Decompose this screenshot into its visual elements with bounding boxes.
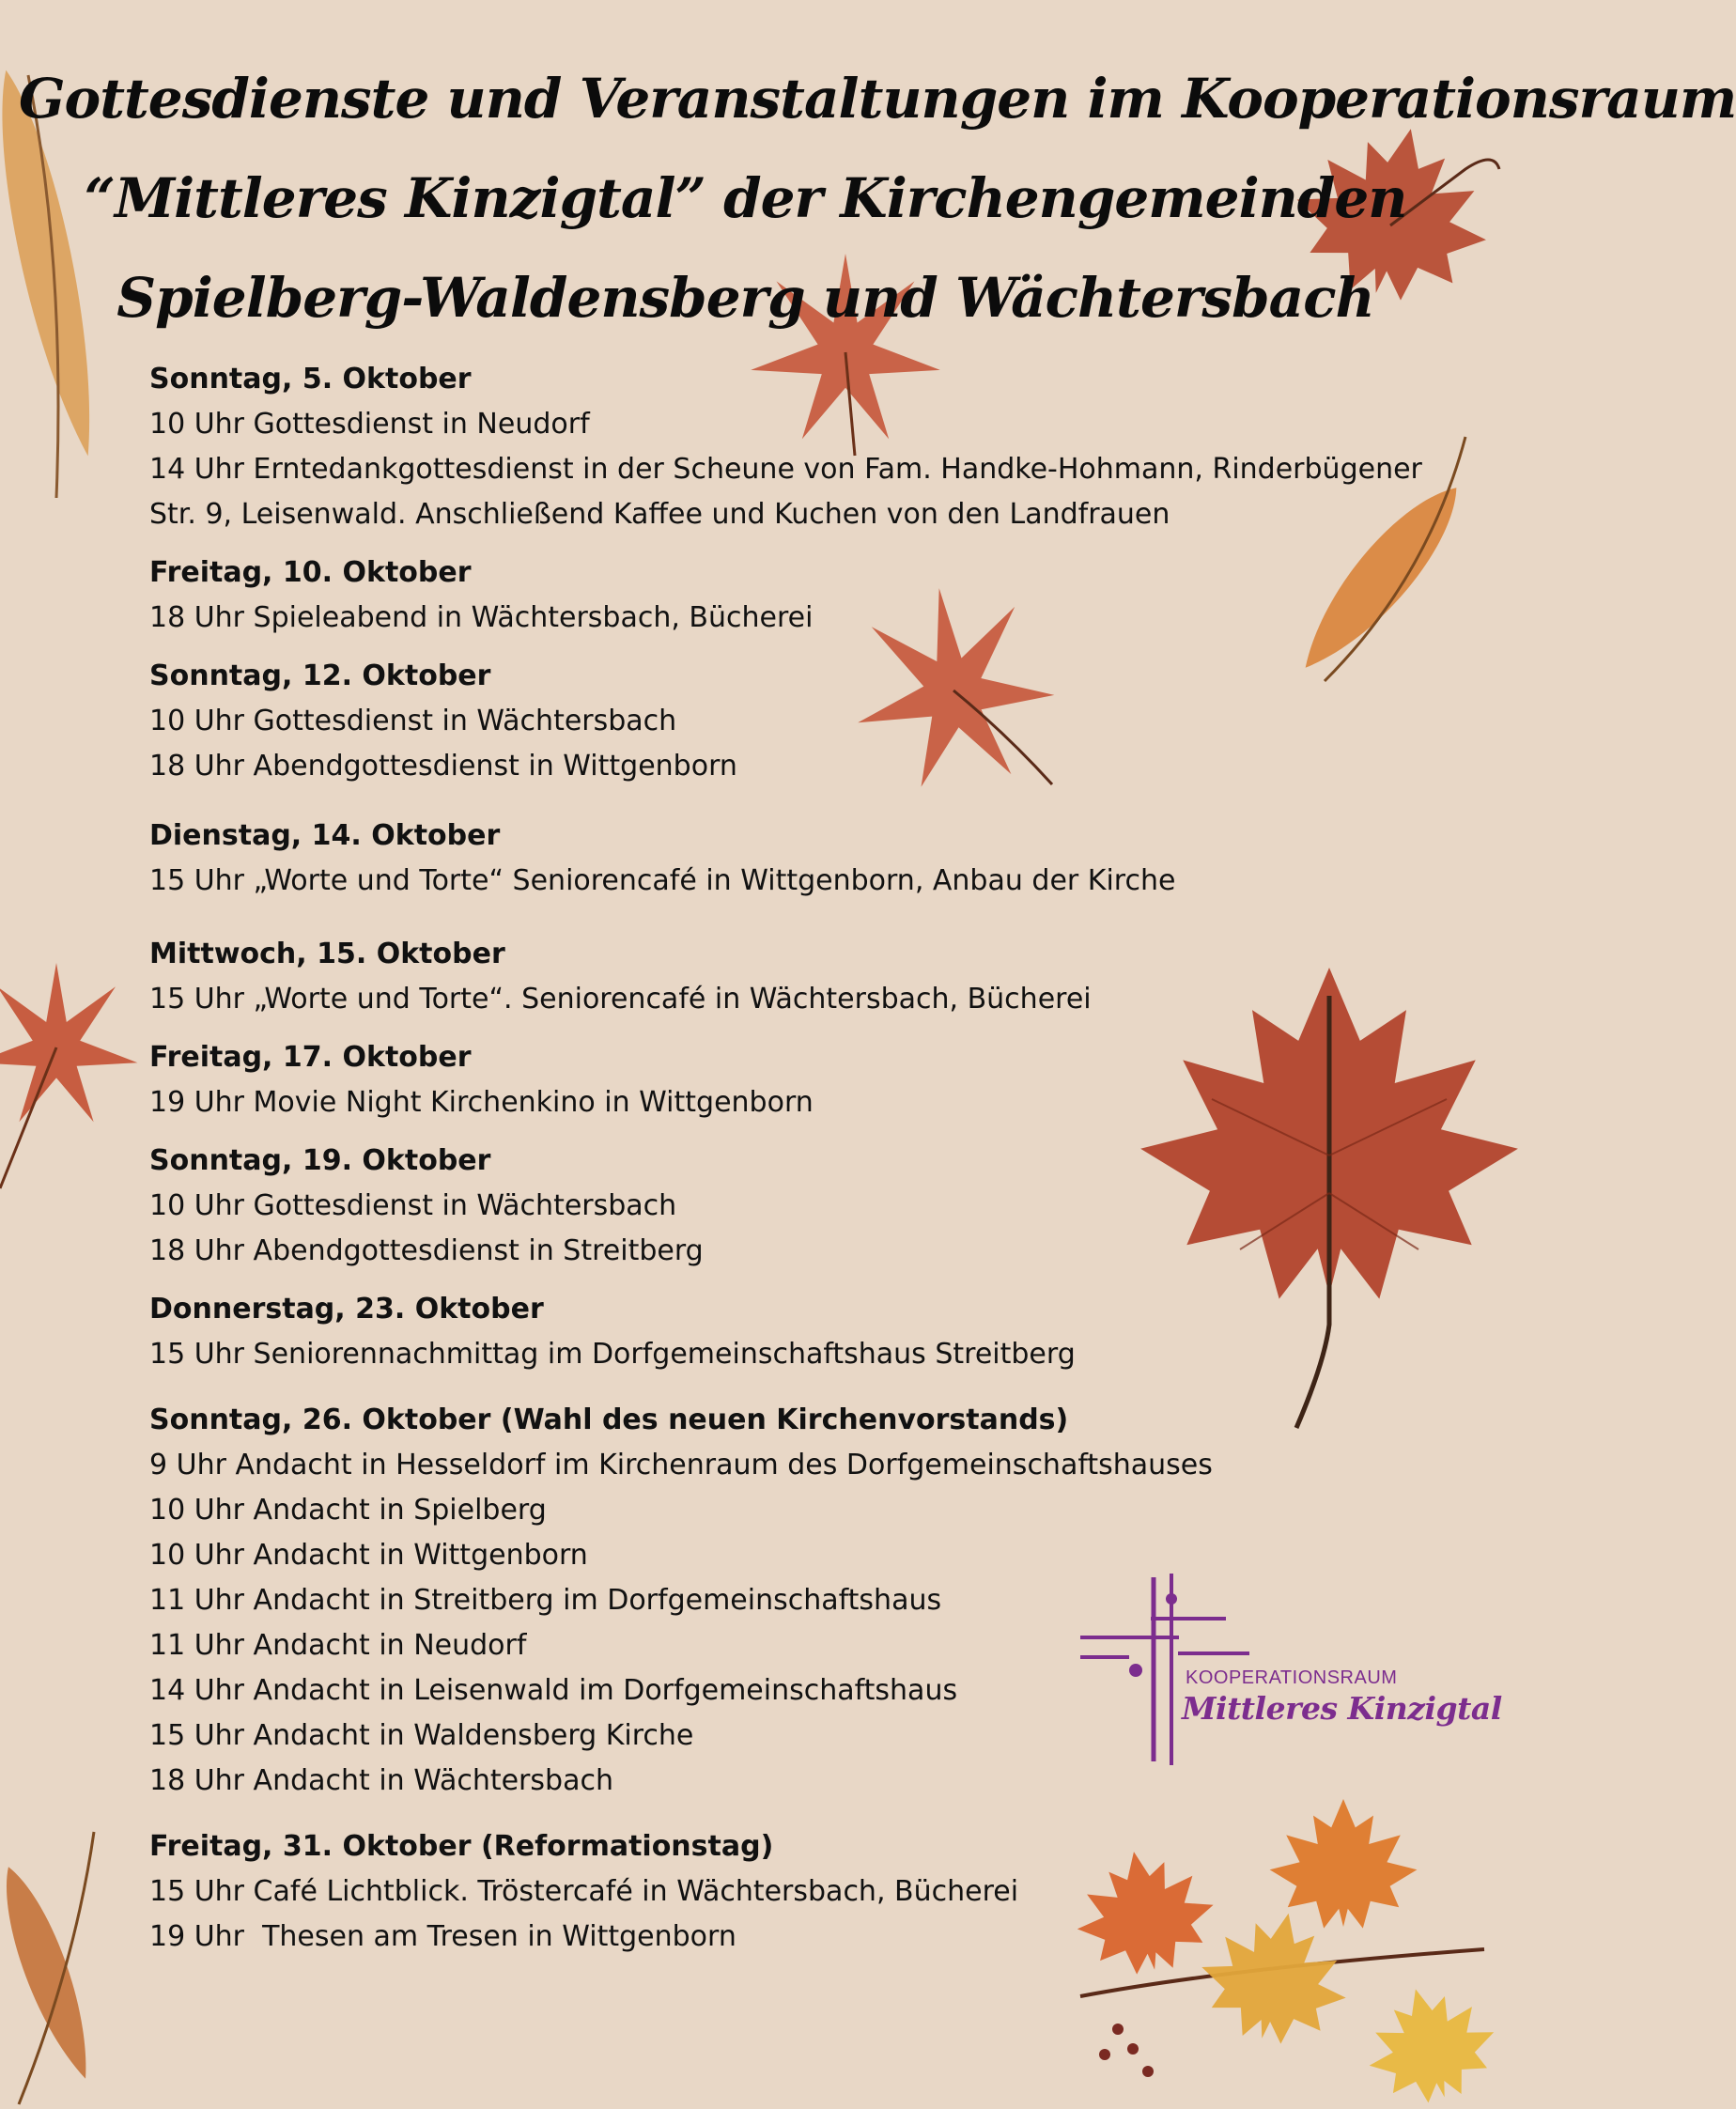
event-item: 15 Uhr Café Lichtblick. Tröstercafé in Wächtersbach, Bücherei	[149, 1875, 1019, 1908]
event-item: 14 Uhr Erntedankgottesdienst in der Scheune von Fam. Handke-Hohmann, Rinderbügener Str. 9, Leisenwald. Anschließend Kaffee und Kuchen von den Landfrauen	[149, 453, 1422, 531]
star-leaf-left-icon	[0, 939, 150, 1193]
event-day-title: Sonntag, 5. Oktober	[149, 363, 472, 395]
event-item: 15 Uhr Seniorennachmittag im Dorfgemeinschaftshaus Streitberg	[149, 1338, 1076, 1371]
event-item: 15 Uhr Andacht in Waldensberg Kirche	[149, 1719, 694, 1752]
event-day-title: Sonntag, 26. Oktober (Wahl des neuen Kirchenvorstands)	[149, 1403, 1069, 1436]
event-day	[149, 654, 1446, 789]
event-item: 9 Uhr Andacht in Hesseldorf im Kirchenraum des Dorfgemeinschaftshauses	[149, 1449, 1213, 1481]
event-item: 10 Uhr Gottesdienst in Wächtersbach	[149, 1189, 677, 1222]
event-item: 18 Uhr Abendgottesdienst in Streitberg	[149, 1234, 704, 1267]
event-day-title: Sonntag, 19. Oktober	[149, 1144, 491, 1177]
event-item: 14 Uhr Andacht in Leisenwald im Dorfgemeinschaftshaus	[149, 1674, 958, 1707]
event-day	[149, 1398, 1446, 1804]
event-day	[149, 1139, 1446, 1274]
event-item: 10 Uhr Gottesdienst in Neudorf	[149, 408, 590, 441]
event-day-title: Freitag, 17. Oktober	[149, 1041, 472, 1074]
event-day	[149, 1287, 1446, 1377]
logo-bottom-text: Mittleres Kinzigtal	[1182, 1690, 1502, 1727]
event-item: 11 Uhr Andacht in Neudorf	[149, 1629, 527, 1662]
event-day-title: Dienstag, 14. Oktober	[149, 819, 501, 852]
event-day	[149, 932, 1446, 1022]
event-item: 19 Uhr Thesen am Tresen in Wittgenborn	[149, 1920, 736, 1953]
event-day	[149, 1824, 1446, 1960]
event-day-title: Mittwoch, 15. Oktober	[149, 938, 505, 970]
leaf-bottom-left-icon	[0, 1832, 132, 2109]
event-day-title: Freitag, 10. Oktober	[149, 556, 472, 589]
event-item: 19 Uhr Movie Night Kirchenkino in Wittgenborn	[149, 1086, 814, 1119]
event-day	[149, 357, 1446, 537]
event-day	[149, 814, 1446, 904]
event-item: 18 Uhr Spieleabend in Wächtersbach, Bücherei	[149, 601, 814, 634]
event-item: 11 Uhr Andacht in Streitberg im Dorfgemeinschaftshaus	[149, 1584, 942, 1617]
event-item: 10 Uhr Andacht in Wittgenborn	[149, 1539, 588, 1572]
event-item: 10 Uhr Andacht in Spielberg	[149, 1494, 547, 1527]
title-line-2: “Mittleres Kinzigtal” der Kirchengemeinden	[84, 166, 1407, 230]
event-item: 10 Uhr Gottesdienst in Wächtersbach	[149, 705, 677, 737]
event-item: 18 Uhr Andacht in Wächtersbach	[149, 1764, 613, 1797]
event-day	[149, 551, 1446, 641]
page-title	[19, 49, 1736, 348]
title-line-3: Spielberg-Waldensberg und Wächtersbach	[116, 266, 1374, 330]
logo-top-text: KOOPERATIONSRAUM	[1186, 1667, 1398, 1688]
event-day	[149, 1035, 1446, 1125]
title-line-1: Gottesdienste und Veranstaltungen im Kooperationsraum	[19, 67, 1736, 131]
event-item: 15 Uhr „Worte und Torte“ Seniorencafé in Wittgenborn, Anbau der Kirche	[149, 864, 1176, 897]
event-day-title: Sonntag, 12. Oktober	[149, 659, 491, 692]
event-day-title: Freitag, 31. Oktober (Reformationstag)	[149, 1830, 774, 1863]
event-list	[149, 357, 1446, 1973]
event-item: 15 Uhr „Worte und Torte“. Seniorencafé in Wächtersbach, Bücherei	[149, 983, 1092, 1016]
event-item: 18 Uhr Abendgottesdienst in Wittgenborn	[149, 750, 737, 783]
event-day-title: Donnerstag, 23. Oktober	[149, 1293, 544, 1326]
